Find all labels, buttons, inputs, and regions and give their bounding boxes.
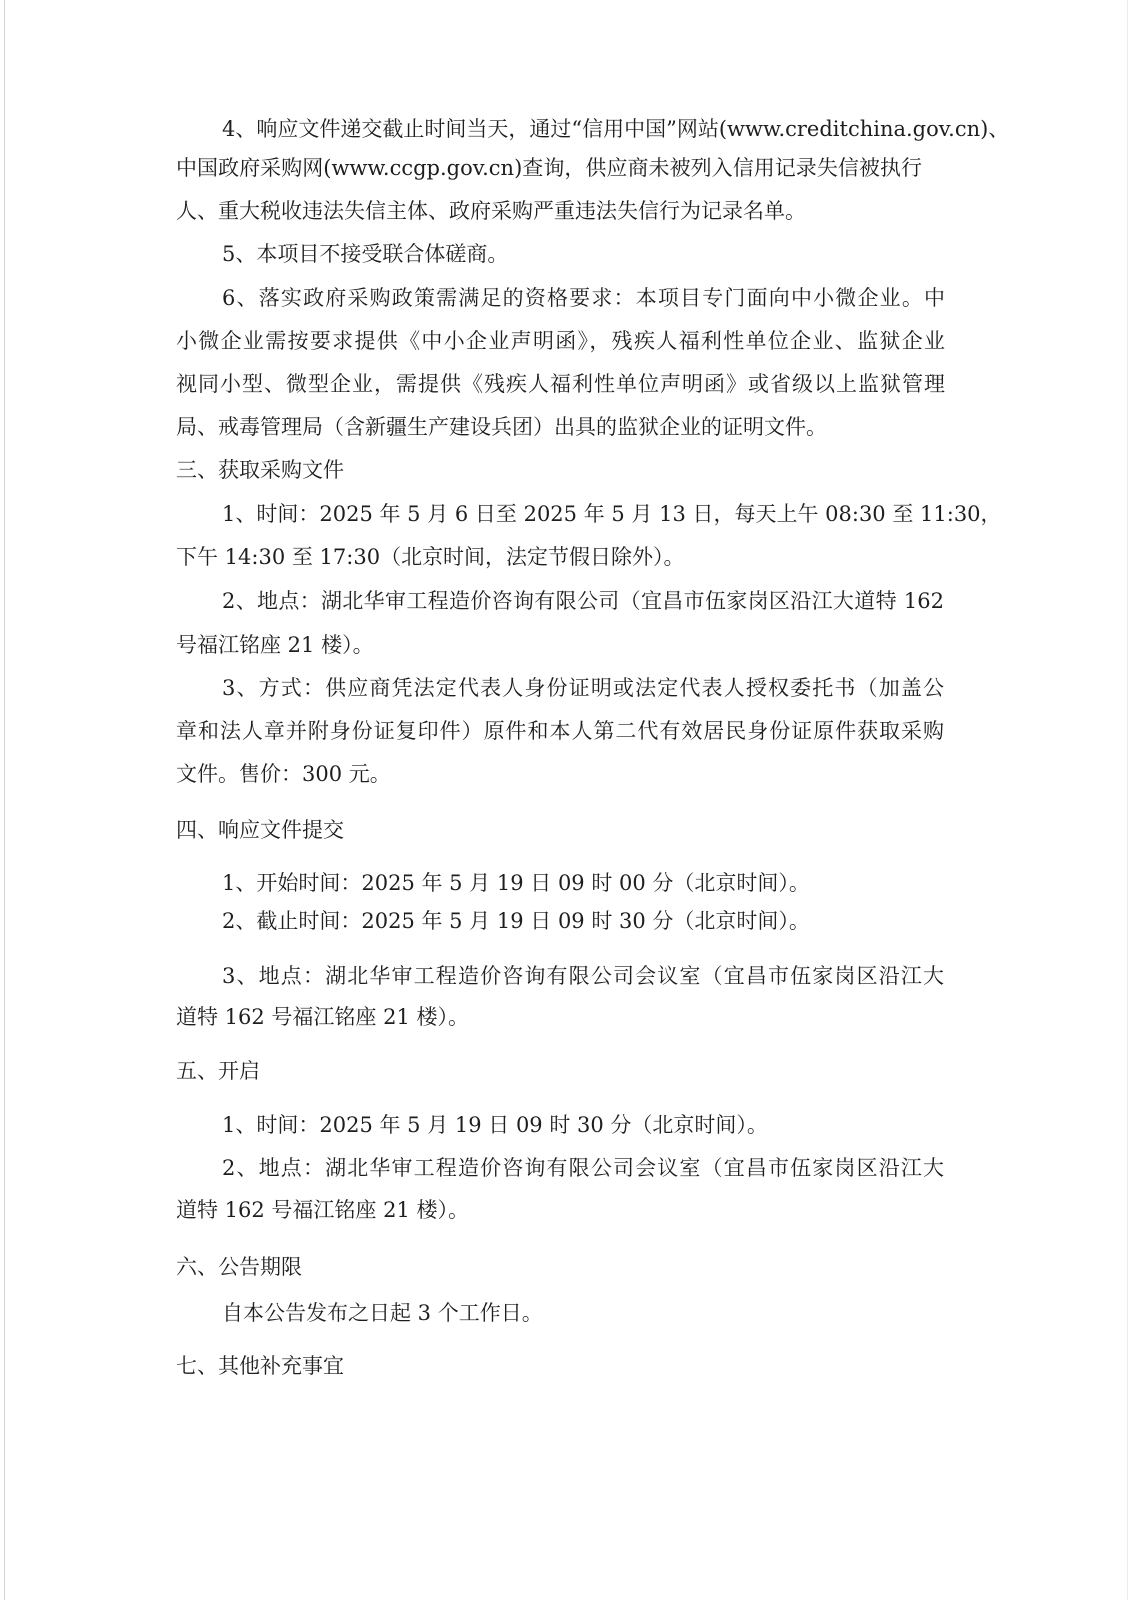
req-item6-line3: 视同小型、微型企业，需提供《残疾人福利性单位声明函》或省级以上监狱管理 (176, 372, 945, 396)
sec5-time: 1、时间：2025 年 5 月 19 日 09 时 30 分（北京时间）。 (222, 1113, 768, 1137)
sec4-start-time: 1、开始时间：2025 年 5 月 19 日 09 时 00 分（北京时间）。 (222, 871, 810, 895)
req-item4-line1: 4、响应文件递交截止时间当天，通过“信用中国”网站(www.creditchina.gov.cn)、 (222, 117, 1010, 141)
section-3-heading: 三、获取采购文件 (176, 458, 344, 482)
sec4-place-line1: 3、地点：湖北华审工程造价咨询有限公司会议室（宜昌市伍家岗区沿江大 (222, 964, 944, 988)
sec3-method-line1: 3、方式：供应商凭法定代表人身份证明或法定代表人授权委托书（加盖公 (222, 676, 944, 700)
sec3-time-line1: 1、时间：2025 年 5 月 6 日至 2025 年 5 月 13 日，每天上午 08:30 至 11:30， (222, 502, 1002, 526)
req-item6-line2: 小微企业需按要求提供《中小企业声明函》，残疾人福利性单位企业、监狱企业 (176, 329, 945, 353)
scan-right-edge (1127, 0, 1128, 1600)
sec6-period: 自本公告发布之日起 3 个工作日。 (222, 1301, 543, 1325)
sec5-place-line1: 2、地点：湖北华审工程造价咨询有限公司会议室（宜昌市伍家岗区沿江大 (222, 1156, 944, 1180)
sec4-deadline: 2、截止时间：2025 年 5 月 19 日 09 时 30 分（北京时间）。 (222, 909, 810, 933)
scan-left-edge (4, 0, 5, 1600)
section-6-heading: 六、公告期限 (176, 1255, 302, 1279)
section-4-heading: 四、响应文件提交 (176, 818, 344, 842)
sec3-time-line2: 下午 14:30 至 17:30（北京时间，法定节假日除外）。 (176, 545, 685, 569)
sec3-method-line2: 章和法人章并附身份证复印件）原件和本人第二代有效居民身份证原件获取采购 (176, 719, 944, 743)
sec4-place-line2: 道特 162 号福江铭座 21 楼）。 (176, 1005, 470, 1029)
req-item4-line2: 中国政府采购网(www.ccgp.gov.cn)查询，供应商未被列入信用记录失信被执行 (176, 156, 922, 180)
req-item6-line4: 局、戒毒管理局（含新疆生产建设兵团）出具的监狱企业的证明文件。 (176, 415, 827, 439)
sec3-method-line3: 文件。售价：300 元。 (176, 762, 391, 786)
sec5-place-line2: 道特 162 号福江铭座 21 楼）。 (176, 1198, 470, 1222)
req-item5: 5、本项目不接受联合体磋商。 (222, 242, 509, 266)
sec3-place-line1: 2、地点：湖北华审工程造价咨询有限公司（宜昌市伍家岗区沿江大道特 162 (222, 589, 944, 613)
section-5-heading: 五、开启 (176, 1059, 260, 1083)
sec3-place-line2: 号福江铭座 21 楼）。 (176, 633, 374, 657)
req-item6-line1: 6、落实政府采购政策需满足的资格要求：本项目专门面向中小微企业。中 (222, 286, 945, 310)
section-7-heading: 七、其他补充事宜 (176, 1354, 344, 1378)
req-item4-line3: 人、重大税收违法失信主体、政府采购严重违法失信行为记录名单。 (176, 199, 806, 223)
